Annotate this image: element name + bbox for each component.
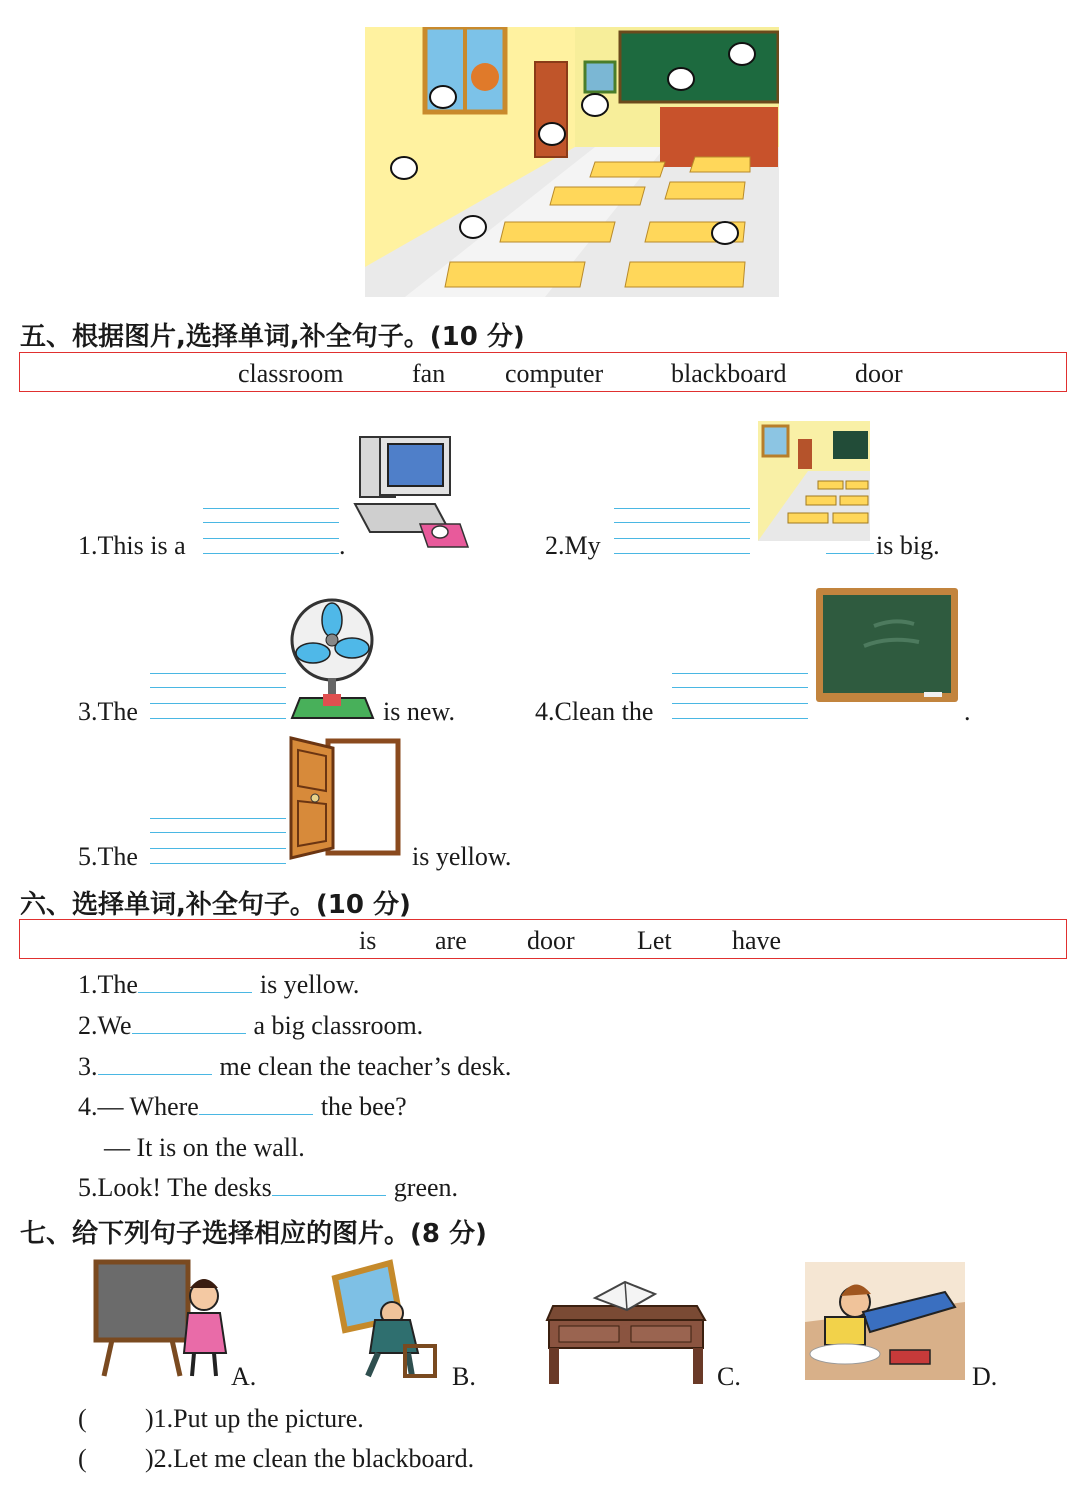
s6-item-4-answer: — It is on the wall. (104, 1133, 305, 1162)
s6-item-4-blank[interactable] (199, 1092, 313, 1115)
section-6-heading: 六、选择单词,补全句子。(10 分) (20, 890, 411, 920)
s5-item-5-answer-lines[interactable] (150, 818, 286, 868)
option-c-label: C. (717, 1362, 741, 1391)
word-bank-item: is (359, 926, 377, 955)
word-bank-item: door (855, 359, 903, 388)
s6-item-1-prefix: 1.The (78, 970, 138, 999)
s5-item-2-suffix: is big. (876, 531, 940, 560)
word-bank-item: are (435, 926, 467, 955)
door-picture (288, 736, 406, 861)
option-a-picture (92, 1258, 228, 1380)
s5-item-5-prefix: 5.The (78, 842, 138, 871)
s6-item-2-blank[interactable] (132, 1011, 246, 1034)
word-bank-item: fan (412, 359, 446, 388)
option-b-picture (320, 1258, 440, 1378)
s6-item-2-suffix: a big classroom. (253, 1011, 424, 1040)
s5-item-2-prefix: 2.My (545, 531, 601, 560)
classroom-picture (758, 421, 870, 541)
s6-item-2-prefix: 2.We (78, 1011, 132, 1040)
option-b-label: B. (452, 1362, 476, 1391)
s5-item-5-suffix: is yellow. (412, 842, 512, 871)
s5-item-4-prefix: 4.Clean the (535, 697, 654, 726)
s7-item-2-answer-paren[interactable]: ( (78, 1444, 87, 1473)
s7-item-2-text: )2.Let me clean the blackboard. (145, 1444, 475, 1473)
section-5-heading: 五、根据图片,选择单词,补全句子。(10 分) (20, 322, 525, 352)
word-bank-item: have (732, 926, 782, 955)
option-d-picture (805, 1262, 965, 1380)
s6-item-3-blank[interactable] (98, 1052, 212, 1075)
s5-item-1-answer-lines[interactable] (203, 508, 339, 558)
section-5-word-bank (19, 352, 1067, 392)
s6-item-1 (78, 970, 359, 1000)
s6-item-1-blank[interactable] (138, 970, 252, 993)
s5-item-4-suffix: . (964, 697, 971, 726)
computer-picture (350, 432, 475, 552)
option-a-label: A. (231, 1362, 257, 1391)
fan-picture (285, 598, 380, 723)
s6-item-3-prefix: 3. (78, 1052, 98, 1081)
s6-item-4 (78, 1092, 407, 1122)
section-7-heading: 七、给下列句子选择相应的图片。(8 分) (20, 1219, 487, 1249)
s5-item-4-answer-lines[interactable] (672, 673, 808, 723)
s6-item-2 (78, 1011, 423, 1041)
blackboard-picture (814, 586, 960, 704)
s6-item-5 (78, 1173, 458, 1203)
s5-item-3-answer-lines[interactable] (150, 673, 286, 723)
word-bank-item: door (527, 926, 575, 955)
word-bank-item: Let (637, 926, 672, 955)
s5-item-1-suffix: . (339, 531, 346, 560)
s7-item-1-text: )1.Put up the picture. (145, 1404, 364, 1433)
s6-item-1-suffix: is yellow. (259, 970, 360, 999)
word-bank-item: classroom (238, 359, 344, 388)
s7-item-1-answer-paren[interactable]: ( (78, 1404, 87, 1433)
option-c-picture (545, 1268, 707, 1386)
s5-item-1-prefix: 1.This is a (78, 531, 186, 560)
s6-item-3 (78, 1052, 511, 1082)
classroom-illustration (365, 27, 779, 297)
s5-item-3-suffix: is new. (383, 697, 455, 726)
s6-item-5-blank[interactable] (272, 1173, 386, 1196)
s6-item-3-suffix: me clean the teacher’s desk. (219, 1052, 512, 1081)
s5-item-3-prefix: 3.The (78, 697, 138, 726)
s6-item-5-suffix: green. (393, 1173, 459, 1202)
s5-item-2-answer-lines[interactable] (614, 508, 750, 558)
word-bank-item: computer (505, 359, 604, 388)
s6-item-5-prefix: 5.Look! The desks (78, 1173, 272, 1202)
s6-item-4-prefix: 4.— Where (78, 1092, 199, 1121)
s6-item-4-suffix: the bee? (320, 1092, 407, 1121)
s5-item-2-blank-tail (826, 553, 874, 554)
section-6-word-bank (19, 919, 1067, 959)
option-d-label: D. (972, 1362, 998, 1391)
word-bank-item: blackboard (671, 359, 787, 388)
